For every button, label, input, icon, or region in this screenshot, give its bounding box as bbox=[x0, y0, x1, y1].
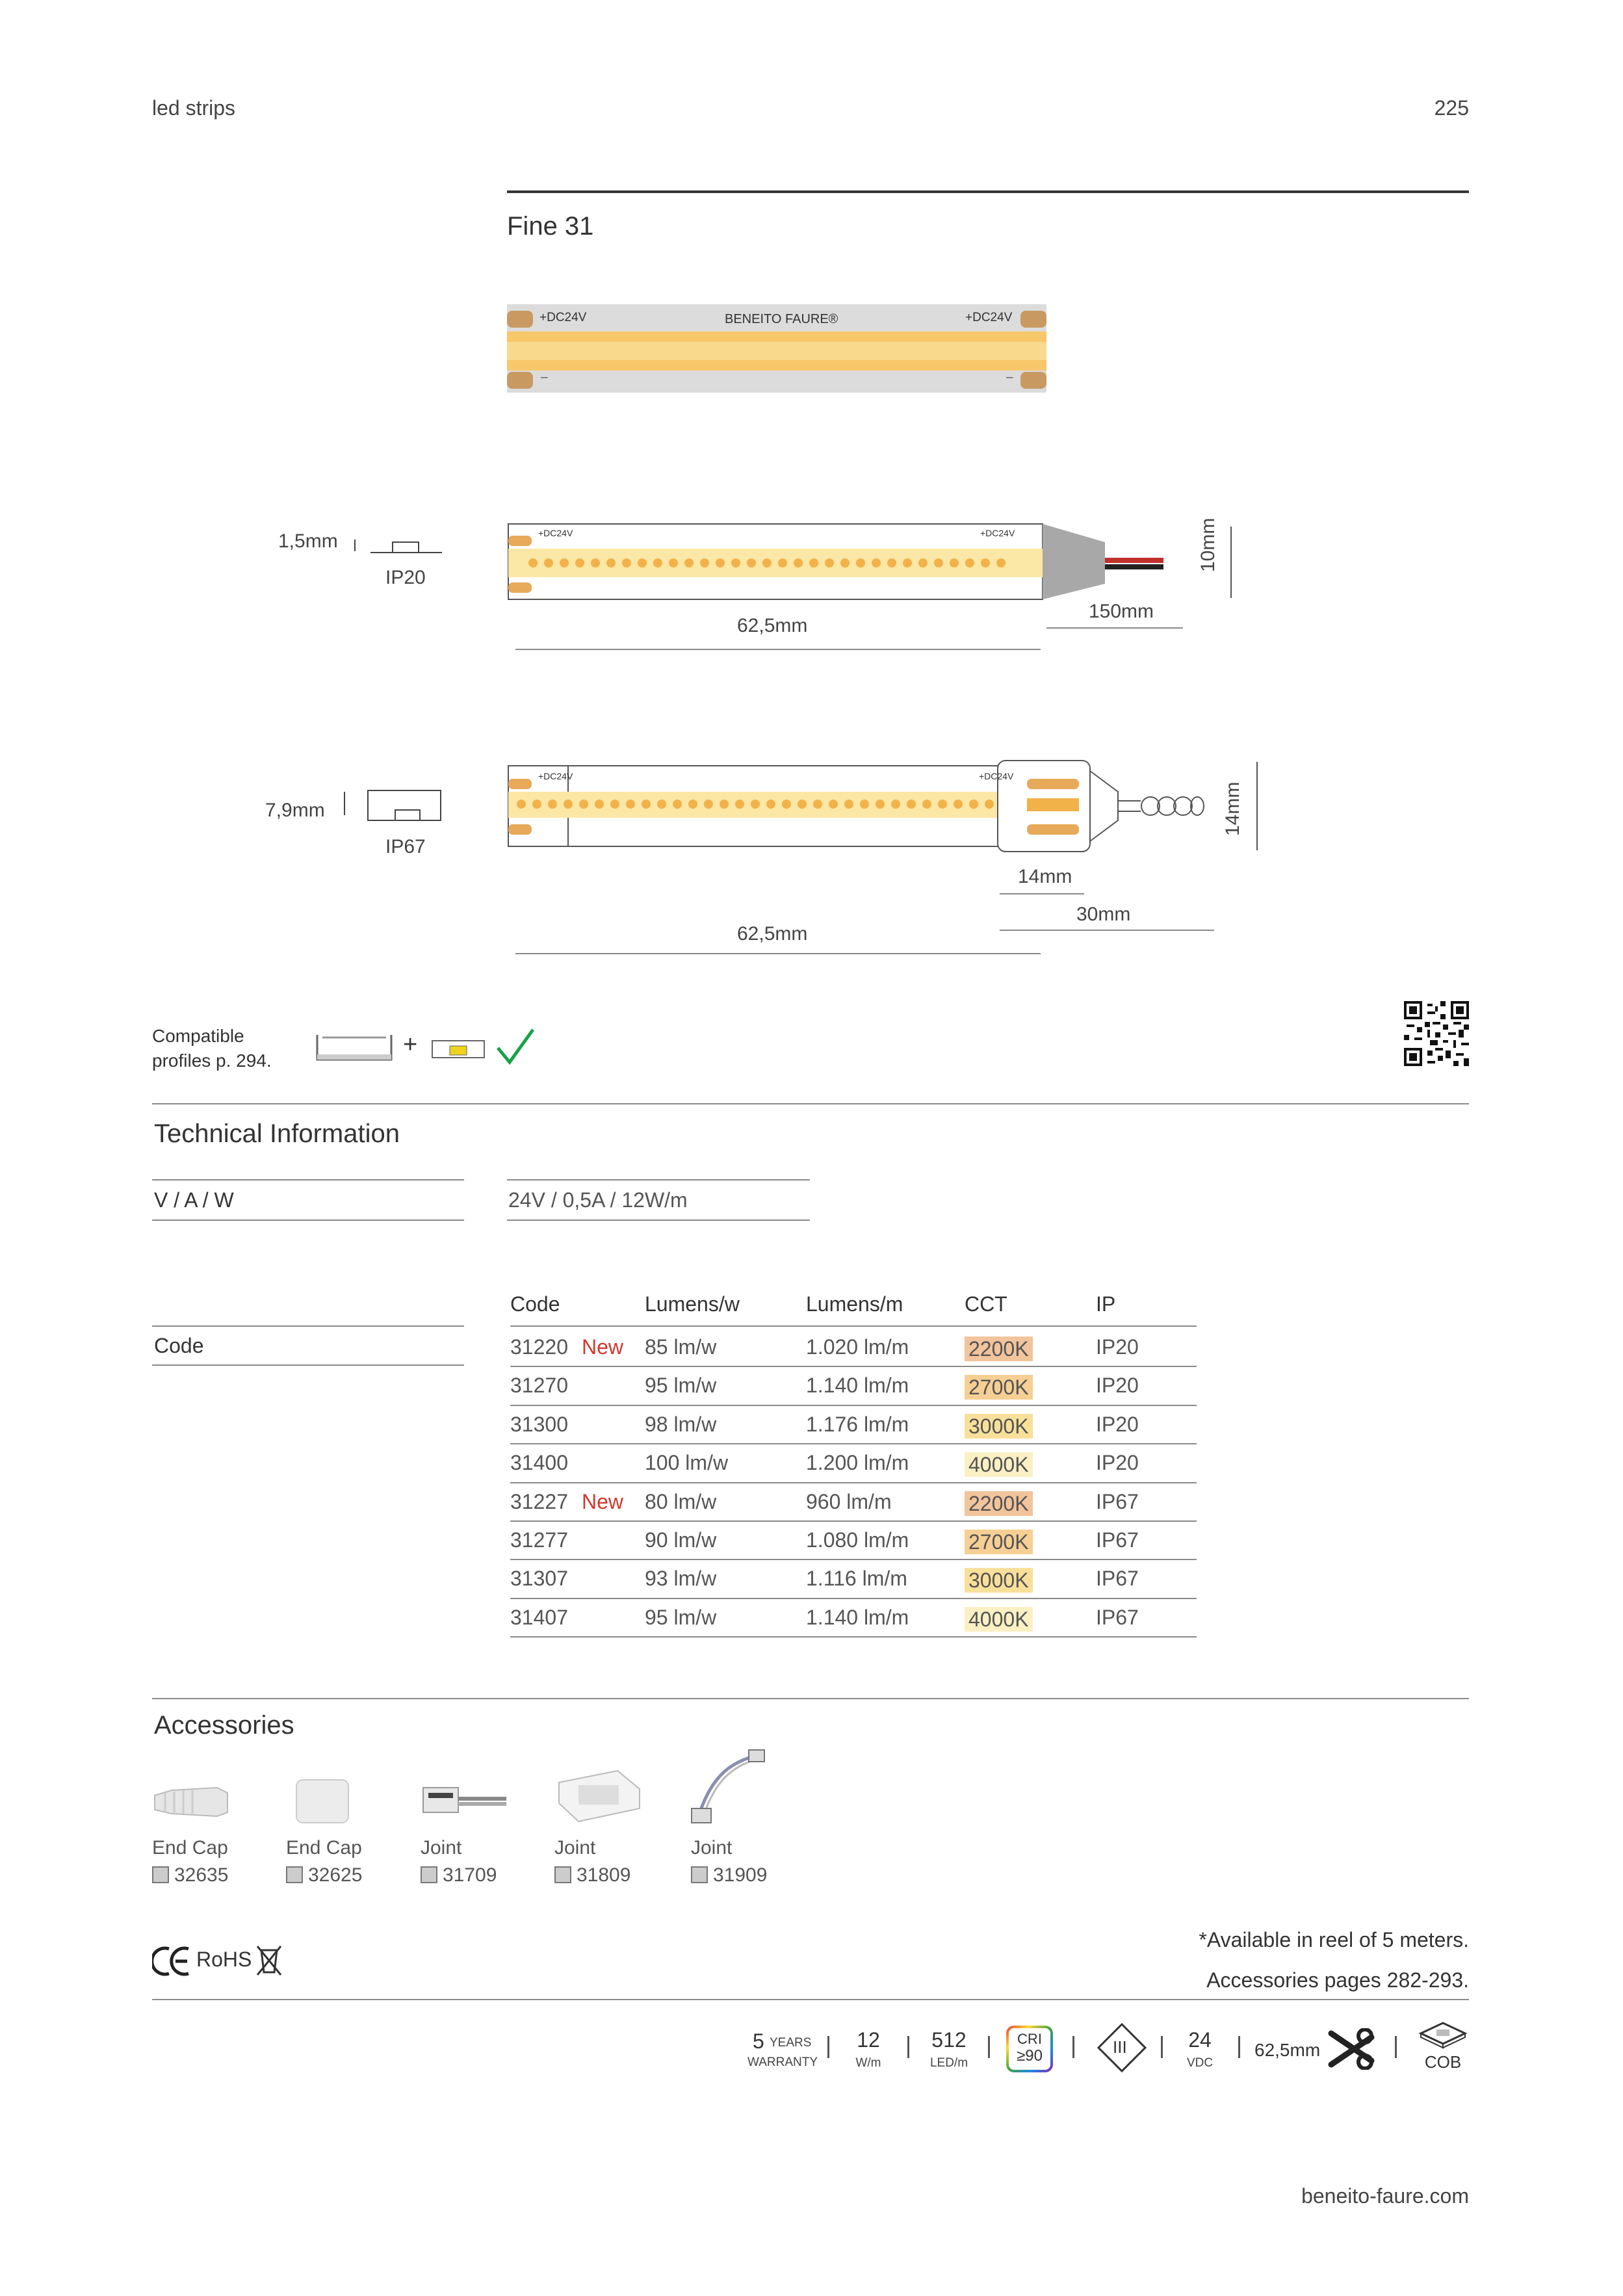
compatible-profiles-note bbox=[152, 1024, 272, 1073]
accessories-rule bbox=[152, 1698, 1469, 1699]
table-row-rule bbox=[510, 1520, 1197, 1522]
row-lumens-w: 95 lm/w bbox=[645, 1605, 717, 1629]
col-header-lumens-w: Lumens/w bbox=[645, 1292, 740, 1316]
col-header-lumens-m: Lumens/m bbox=[806, 1292, 903, 1316]
row-code: 31220 bbox=[510, 1335, 568, 1359]
led-density-spec bbox=[923, 2028, 975, 2070]
strip-photo-label-left: +DC24V bbox=[539, 311, 587, 324]
strip-photo-label-right: +DC24V bbox=[965, 311, 1013, 324]
row-lumens-w: 85 lm/w bbox=[645, 1335, 717, 1359]
scissors-icon bbox=[1326, 2028, 1378, 2070]
table-row-rule bbox=[510, 1482, 1197, 1483]
warranty-years: YEARS bbox=[770, 2036, 812, 2050]
accessory-checkbox[interactable] bbox=[421, 1866, 437, 1883]
voltage-unit: VDC bbox=[1186, 2056, 1214, 2070]
cob-chip-icon bbox=[1417, 2019, 1469, 2049]
weee-bin-icon bbox=[255, 1944, 283, 1976]
accessory-code-text: 31709 bbox=[443, 1864, 497, 1886]
table-header-rule bbox=[510, 1325, 1197, 1327]
table-row-rule bbox=[510, 1405, 1197, 1406]
compatible-line2: profiles p. 294. bbox=[152, 1050, 272, 1071]
cct-swatch: 2700K bbox=[965, 1375, 1033, 1400]
power-value: 12 bbox=[857, 2028, 880, 2052]
power-unit: W/m bbox=[855, 2056, 881, 2070]
row-ip: IP20 bbox=[1096, 1412, 1139, 1436]
row-code: 31407 bbox=[510, 1605, 568, 1629]
end-cap-32625-image bbox=[292, 1773, 351, 1825]
joint-31909-image bbox=[686, 1749, 767, 1827]
accessory-code-text: 32625 bbox=[308, 1864, 363, 1886]
col-header-code: Code bbox=[510, 1292, 560, 1316]
accessory-code-text: 31909 bbox=[713, 1864, 768, 1886]
accessories-title: Accessories bbox=[154, 1711, 294, 1740]
row-lumens-w: 90 lm/w bbox=[645, 1528, 717, 1552]
row-code: 31300 bbox=[510, 1412, 568, 1436]
table-row-rule bbox=[510, 1636, 1197, 1637]
compatible-plus: + bbox=[403, 1031, 418, 1058]
accessories-pages-note: Accessories pages 282-293. bbox=[1206, 1968, 1469, 1992]
section-name: led strips bbox=[152, 96, 236, 120]
accessory-code bbox=[152, 1864, 228, 1886]
code-label-rule-top bbox=[152, 1325, 464, 1327]
row-code: 31270 bbox=[510, 1374, 568, 1398]
ip20-strip-label-right: +DC24V bbox=[980, 528, 1015, 538]
compatible-line1: Compatible bbox=[152, 1026, 244, 1046]
ip67-end-length-label: 14mm bbox=[1018, 866, 1072, 887]
ip20-cable-dimline bbox=[1046, 627, 1183, 629]
cri-top-label: CRI bbox=[1017, 2031, 1042, 2047]
row-ip: IP20 bbox=[1096, 1374, 1139, 1398]
row-code: 31277 bbox=[510, 1528, 568, 1552]
ce-mark-icon bbox=[152, 1945, 192, 1977]
accessory-code-text: 31809 bbox=[577, 1864, 631, 1886]
col-header-cct: CCT bbox=[965, 1292, 1007, 1316]
accessory-name: End Cap bbox=[286, 1837, 362, 1859]
accessory-name: Joint bbox=[421, 1837, 462, 1859]
ip20-strip-drawing bbox=[507, 523, 1222, 607]
cri-bottom-label: ≥90 bbox=[1017, 2047, 1043, 2065]
cct-swatch: 3000K bbox=[965, 1568, 1033, 1593]
vaw-rule-bottom bbox=[152, 1220, 464, 1221]
accessory-code-text: 32635 bbox=[174, 1864, 229, 1886]
ip67-height-dimline bbox=[1256, 762, 1258, 850]
accessory-name: Joint bbox=[554, 1837, 596, 1859]
cct-swatch: 3000K bbox=[965, 1414, 1033, 1439]
row-lumens-m: 1.020 lm/m bbox=[806, 1335, 909, 1359]
row-lumens-m: 1.080 lm/m bbox=[806, 1528, 909, 1552]
icon-separator bbox=[988, 2036, 990, 2058]
accessory-checkbox[interactable] bbox=[554, 1866, 571, 1883]
cct-swatch: 2200K bbox=[965, 1337, 1033, 1361]
led-density-unit: LED/m bbox=[929, 2056, 968, 2070]
cob-badge bbox=[1417, 2019, 1469, 2072]
ip67-end-dimline bbox=[1000, 893, 1084, 894]
ip20-cut-dimline bbox=[515, 649, 1041, 650]
ip20-section-icon bbox=[351, 532, 442, 558]
cct-swatch: 2700K bbox=[965, 1530, 1033, 1554]
ip20-rating: IP20 bbox=[385, 567, 426, 588]
row-ip: IP67 bbox=[1096, 1567, 1139, 1591]
warranty-badge bbox=[747, 2029, 832, 2075]
table-row-rule bbox=[510, 1598, 1197, 1599]
row-ip: IP67 bbox=[1096, 1528, 1139, 1552]
ip67-connector-length-label: 30mm bbox=[1076, 904, 1131, 925]
ip67-connector-dimline bbox=[1000, 930, 1214, 931]
ip67-section-icon bbox=[338, 787, 448, 826]
power-spec bbox=[849, 2028, 888, 2070]
page-number: 225 bbox=[1434, 96, 1469, 120]
row-lumens-m: 1.140 lm/m bbox=[806, 1605, 909, 1629]
row-code: 31227 bbox=[510, 1489, 568, 1513]
cct-swatch: 4000K bbox=[965, 1607, 1033, 1632]
ip67-thickness-label: 7,9mm bbox=[265, 800, 325, 821]
row-ip: IP67 bbox=[1096, 1605, 1139, 1629]
technical-rule bbox=[152, 1103, 1469, 1104]
ip67-cut-length-label: 62,5mm bbox=[737, 923, 808, 945]
icon-separator bbox=[907, 2036, 909, 2058]
ip67-strip-drawing bbox=[507, 758, 1248, 855]
website-link[interactable]: beneito-faure.com bbox=[1301, 2184, 1469, 2208]
accessory-checkbox[interactable] bbox=[152, 1866, 169, 1883]
row-lumens-m: 960 lm/m bbox=[806, 1489, 892, 1513]
ip20-cut-length-label: 62,5mm bbox=[737, 615, 808, 636]
row-lumens-w: 98 lm/w bbox=[645, 1412, 717, 1436]
warranty-number: 5 bbox=[753, 2029, 764, 2053]
code-label-rule-bottom bbox=[152, 1364, 464, 1366]
row-ip: IP20 bbox=[1096, 1451, 1139, 1475]
icon-separator bbox=[1072, 2036, 1074, 2058]
code-label: Code bbox=[154, 1334, 204, 1357]
check-icon bbox=[495, 1027, 536, 1066]
row-lumens-m: 1.176 lm/m bbox=[806, 1412, 909, 1436]
ip67-rating: IP67 bbox=[385, 836, 426, 857]
vaw-value-rule-bottom bbox=[507, 1220, 810, 1221]
class-iii-icon bbox=[1096, 2022, 1148, 2074]
cut-length-value: 62,5mm bbox=[1254, 2040, 1321, 2060]
rohs-label: RoHS bbox=[196, 1948, 252, 1971]
cct-swatch: 4000K bbox=[965, 1452, 1033, 1477]
vaw-value: 24V / 0,5A / 12W/m bbox=[508, 1188, 688, 1212]
new-badge: New bbox=[582, 1489, 624, 1513]
strip-photo-minus-left: – bbox=[541, 371, 548, 384]
reel-note: *Available in reel of 5 meters. bbox=[1199, 1928, 1469, 1951]
col-header-ip: IP bbox=[1096, 1292, 1116, 1316]
accessory-code bbox=[421, 1864, 497, 1886]
technical-title: Technical Information bbox=[154, 1119, 400, 1148]
cct-swatch: 2200K bbox=[965, 1491, 1033, 1516]
joint-31709-image bbox=[419, 1773, 510, 1825]
strip-photo-minus-right: – bbox=[1006, 371, 1013, 384]
warranty-word: WARRANTY bbox=[747, 2055, 818, 2069]
new-badge: New bbox=[582, 1335, 624, 1359]
accessory-code bbox=[554, 1864, 630, 1886]
product-title: Fine 31 bbox=[507, 212, 594, 241]
accessory-code bbox=[286, 1864, 362, 1886]
row-code: 31307 bbox=[510, 1567, 568, 1591]
icon-separator bbox=[1161, 2036, 1163, 2058]
footer-rule bbox=[152, 1999, 1469, 2000]
row-ip: IP67 bbox=[1096, 1489, 1139, 1513]
row-code: 31400 bbox=[510, 1451, 568, 1475]
vaw-label: V / A / W bbox=[154, 1188, 234, 1212]
vaw-value-rule-top bbox=[507, 1179, 810, 1181]
ip20-height-label: 10mm bbox=[1197, 517, 1219, 572]
cob-label: COB bbox=[1424, 2052, 1462, 2072]
strip-section-icon bbox=[432, 1040, 485, 1058]
accessory-checkbox[interactable] bbox=[286, 1866, 303, 1883]
ip20-height-dimline bbox=[1230, 527, 1232, 598]
icon-separator bbox=[1395, 2036, 1397, 2058]
ip20-strip-label-left: +DC24V bbox=[538, 528, 573, 538]
table-row-rule bbox=[510, 1443, 1197, 1444]
strip-photo-brand: BENEITO FAURE® bbox=[725, 312, 838, 326]
led-density-value: 512 bbox=[931, 2028, 967, 2052]
qr-code-icon[interactable] bbox=[1404, 1001, 1469, 1066]
certification-marks bbox=[152, 1942, 289, 1979]
accessory-name: End Cap bbox=[152, 1837, 228, 1859]
class-iii-label: III bbox=[1113, 2037, 1127, 2057]
title-rule bbox=[507, 190, 1469, 193]
strip-photo bbox=[507, 304, 1046, 393]
row-lumens-m: 1.140 lm/m bbox=[806, 1374, 909, 1398]
cri-badge-icon bbox=[1006, 2026, 1053, 2072]
accessory-name: Joint bbox=[691, 1837, 733, 1859]
end-cap-32635-image bbox=[152, 1773, 230, 1825]
row-lumens-w: 95 lm/w bbox=[645, 1374, 717, 1398]
table-row-rule bbox=[510, 1366, 1197, 1367]
row-lumens-w: 100 lm/w bbox=[645, 1451, 729, 1475]
row-lumens-m: 1.116 lm/m bbox=[806, 1567, 907, 1591]
row-lumens-w: 93 lm/w bbox=[645, 1567, 717, 1591]
accessory-code bbox=[691, 1864, 767, 1886]
vaw-rule-top bbox=[152, 1179, 464, 1181]
joint-31809-image bbox=[552, 1763, 643, 1825]
voltage-value: 24 bbox=[1188, 2028, 1212, 2052]
ip20-thickness-label: 1,5mm bbox=[278, 530, 338, 552]
table-row-rule bbox=[510, 1559, 1197, 1560]
accessory-checkbox[interactable] bbox=[691, 1866, 708, 1883]
voltage-spec bbox=[1180, 2028, 1219, 2070]
row-lumens-m: 1.200 lm/m bbox=[806, 1451, 909, 1475]
ip67-strip-label-left: +DC24V bbox=[538, 771, 573, 781]
icon-separator bbox=[827, 2036, 829, 2058]
ip67-height-label: 14mm bbox=[1222, 781, 1243, 836]
profile-icon bbox=[316, 1032, 393, 1061]
ip67-strip-label-right: +DC24V bbox=[979, 771, 1014, 781]
ip20-cable-length-label: 150mm bbox=[1089, 601, 1154, 622]
ip67-cut-dimline bbox=[515, 953, 1041, 954]
row-lumens-w: 80 lm/w bbox=[645, 1489, 717, 1513]
icon-separator bbox=[1238, 2036, 1240, 2058]
row-ip: IP20 bbox=[1096, 1335, 1139, 1359]
